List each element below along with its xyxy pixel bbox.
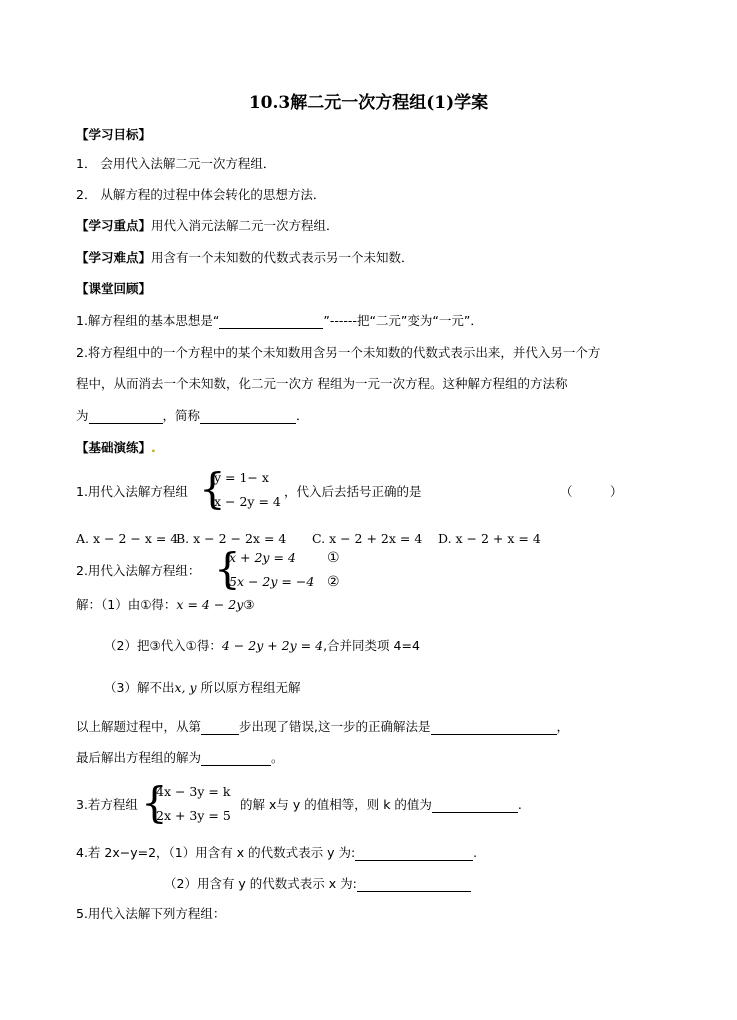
answer-blank[interactable] bbox=[355, 847, 473, 861]
q2-question-a: 以上解题过程中，从第 bbox=[76, 719, 202, 734]
q1-eq1: y = 1− x bbox=[214, 470, 269, 485]
q3-eq2: 2x + 3y = 5 bbox=[156, 808, 231, 823]
q3-suffix: 的解 x与 y 的值相等，则 k 的值为 bbox=[240, 797, 432, 812]
answer-blank[interactable] bbox=[201, 721, 239, 735]
q2-step-2-math: 4 − 2y + 2y = 4 bbox=[221, 638, 324, 653]
review-header: 【课堂回顾】 bbox=[76, 281, 152, 296]
answer-blank[interactable] bbox=[431, 721, 557, 735]
q2-mark-2: ② bbox=[327, 574, 340, 590]
review-1-post: ”------把“二元”变为“一元”． bbox=[323, 313, 483, 328]
page-title: 10.3解二元一次方程组(1)学案 bbox=[248, 93, 489, 113]
q2-step-1-pre: 解：（1）由①得： bbox=[76, 597, 177, 612]
review-2-b: ，简称 bbox=[162, 408, 201, 423]
q1-prefix: 1.用代入法解方程组 bbox=[76, 484, 188, 499]
goal-1: 1． 会用代入法解二元一次方程组． bbox=[76, 156, 276, 171]
q2-step-1-mark: ③ bbox=[243, 597, 255, 612]
review-2-a: 为 bbox=[76, 408, 89, 423]
answer-blank[interactable] bbox=[201, 752, 271, 766]
answer-blank[interactable] bbox=[89, 410, 163, 424]
q1-brace: { bbox=[199, 464, 226, 513]
q2-question-line-1 bbox=[76, 719, 569, 735]
q2-step-3-math: x, y bbox=[174, 680, 197, 695]
q2-prefix: 2.用代入法解方程组： bbox=[76, 563, 201, 578]
q4-line-2-text: （2）用含有 y 的代数式表示 x 为: bbox=[164, 876, 357, 891]
review-1 bbox=[76, 313, 483, 329]
q1-paren: （ ） bbox=[560, 484, 623, 499]
focus-text: 用代入消元法解二元一次方程组． bbox=[151, 218, 339, 233]
q2-step-3-post: 所以原方程组无解 bbox=[196, 680, 301, 695]
q2-step-1 bbox=[76, 597, 255, 613]
q2-question-c: ， bbox=[556, 719, 570, 734]
q1-eq2: x − 2y = 4 bbox=[214, 494, 281, 509]
answer-blank[interactable] bbox=[200, 410, 296, 424]
q5-text: 5.用代入法解下列方程组： bbox=[76, 906, 226, 921]
goal-2: 2． 从解方程的过程中体会转化的思想方法． bbox=[76, 187, 326, 202]
difficulty-line bbox=[76, 250, 414, 266]
focus-label: 【学习重点】 bbox=[76, 218, 152, 233]
q3-end: . bbox=[517, 797, 522, 812]
q3-suffix-line bbox=[240, 797, 522, 813]
q4-line-1-text: 4.若 2x−y=2，（1）用含有 x 的代数式表示 y 为: bbox=[76, 845, 356, 860]
answer-blank[interactable] bbox=[432, 799, 518, 813]
q4-line-1 bbox=[76, 845, 477, 861]
q2-question-b: 步出现了错误,这一步的正确解法是 bbox=[239, 719, 431, 734]
review-2-line-2: 程中，从而消去一个未知数，化二元一次方 程组为一元一次方程。这种解方程组的方法称 bbox=[76, 376, 568, 391]
q1-option-d: D. x − 2 + x = 4 bbox=[438, 531, 541, 546]
q2-step-2-pre: （2）把③代入①得： bbox=[104, 638, 222, 653]
q2-question-d: 最后解出方程组的解为 bbox=[76, 750, 202, 765]
answer-blank[interactable] bbox=[357, 878, 471, 892]
answer-blank[interactable] bbox=[219, 315, 323, 329]
q2-step-1-math: x = 4 − 2y bbox=[176, 597, 244, 612]
q2-step-2 bbox=[104, 638, 420, 654]
difficulty-label: 【学习难点】 bbox=[76, 250, 152, 265]
q2-question-e: 。 bbox=[271, 750, 284, 765]
difficulty-text: 用含有一个未知数的代数式表示另一个未知数． bbox=[151, 250, 414, 265]
q2-mark-1: ① bbox=[327, 550, 340, 566]
q2-step-3-pre: （3）解不出 bbox=[104, 680, 175, 695]
practice-dot: . bbox=[151, 440, 156, 455]
q2-question-line-2 bbox=[76, 750, 284, 766]
practice-header-text: 【基础演练】 bbox=[76, 440, 152, 455]
q2-step-2-post: ,合并同类项 4=4 bbox=[323, 638, 420, 653]
review-2-line-3 bbox=[76, 408, 309, 424]
review-1-pre: 1.解方程组的基本思想是“ bbox=[76, 313, 220, 328]
q3-eq1: 4x − 3y = k bbox=[156, 784, 231, 799]
q2-brace: { bbox=[214, 544, 241, 593]
q3-brace: { bbox=[141, 778, 168, 827]
q3-prefix: 3.若方程组 bbox=[76, 797, 138, 812]
q1-suffix: ，代入后去括号正确的是 bbox=[284, 484, 422, 499]
review-2-line-1: 2.将方程组中的一个方程中的某个未知数用含另一个未知数的代数式表示出来，并代入另一个方 bbox=[76, 345, 601, 360]
review-2-c: ． bbox=[296, 408, 309, 423]
focus-line bbox=[76, 218, 339, 234]
practice-header bbox=[76, 440, 156, 456]
q4-line-1-end: . bbox=[473, 845, 478, 860]
q4-line-2 bbox=[164, 876, 471, 892]
q1-option-b: B. x − 2 − 2x = 4 bbox=[176, 531, 287, 546]
q2-eq2: 5x − 2y = −4 bbox=[229, 574, 315, 589]
q1-option-c: C. x − 2 + 2x = 4 bbox=[312, 531, 423, 546]
goals-header: 【学习目标】 bbox=[76, 127, 152, 142]
q2-eq1: x + 2y = 4 bbox=[229, 550, 296, 565]
q1-option-a: A. x − 2 − x = 4 bbox=[76, 531, 179, 546]
q2-step-3 bbox=[104, 680, 301, 696]
